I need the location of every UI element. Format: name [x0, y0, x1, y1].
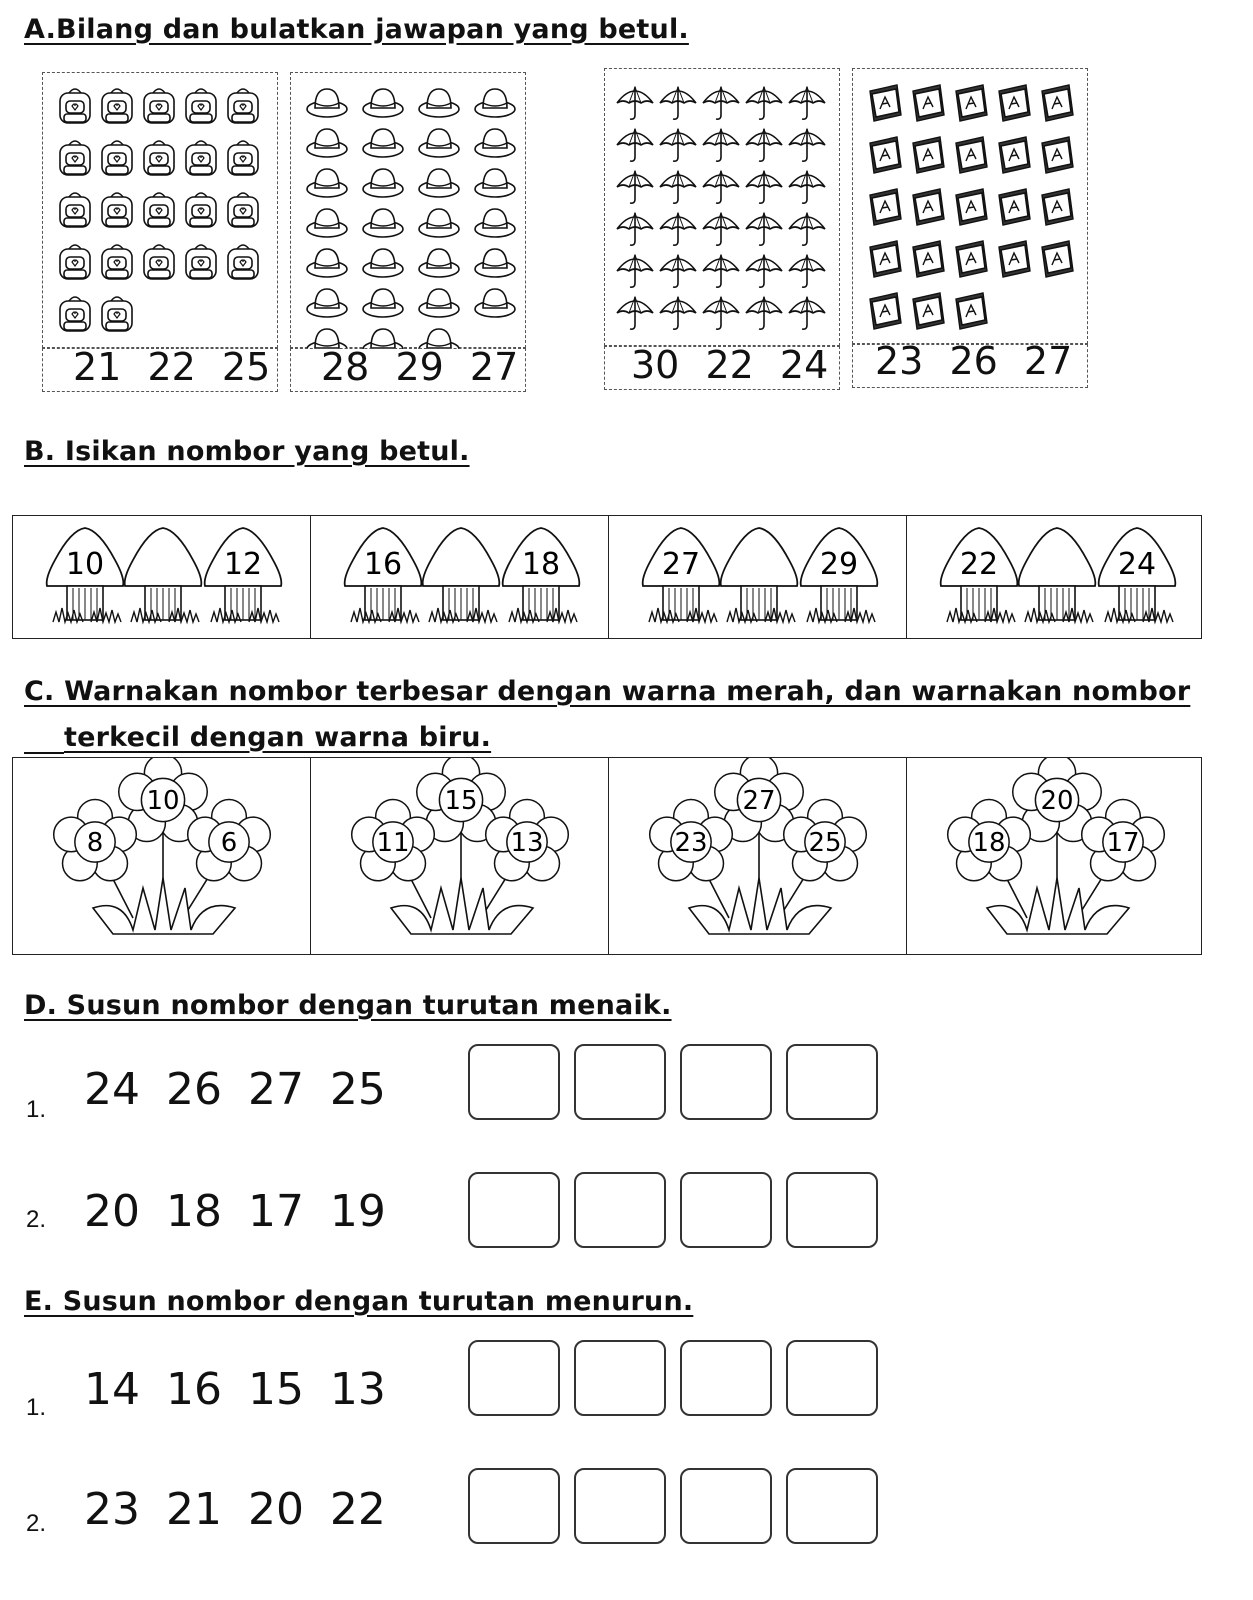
umbrella-icon	[789, 171, 825, 203]
flower-number[interactable]: 17	[1106, 828, 1140, 858]
mushroom-row	[12, 515, 1202, 639]
backpack-icons	[43, 73, 279, 349]
backpack-icon	[102, 141, 132, 175]
title-underline	[24, 752, 64, 754]
book-icon	[913, 293, 944, 329]
umbrella-icon	[617, 171, 653, 203]
backpack-icon	[186, 245, 216, 279]
umbrella-icon	[703, 297, 739, 329]
mushroom-number: 29	[819, 547, 859, 582]
umbrella-icon	[746, 129, 782, 161]
backpack-icon	[186, 141, 216, 175]
umbrella-icon	[660, 213, 696, 245]
hat-group	[290, 72, 526, 348]
answer-option[interactable]: 24	[779, 343, 829, 387]
question-number: 2.	[26, 1206, 47, 1233]
hat-icon	[475, 289, 515, 317]
question-number: 2.	[26, 1510, 47, 1537]
umbrella-icon	[660, 255, 696, 287]
section-c-title-line1: C. Warnakan nombor terbesar dengan warna merah, dan warnakan nombor	[24, 676, 1191, 707]
flower-number[interactable]: 15	[444, 786, 478, 816]
book-icon	[956, 85, 987, 121]
hat-options-box	[290, 345, 526, 392]
umbrella-options	[631, 343, 828, 387]
flower-bunch	[650, 758, 867, 934]
mushroom-set	[13, 516, 311, 638]
umbrella-icon	[746, 171, 782, 203]
backpack-icon	[102, 89, 132, 123]
hat-icon	[475, 89, 515, 117]
mushroom	[345, 528, 422, 622]
answer-box[interactable]	[574, 1044, 666, 1120]
flower-set	[609, 758, 907, 954]
hat-icon	[307, 169, 347, 197]
book-icon	[1042, 189, 1073, 225]
flower-number[interactable]: 13	[510, 828, 544, 858]
mushroom	[643, 528, 720, 622]
mushroom	[801, 528, 878, 622]
hat-icon	[475, 129, 515, 157]
answer-box[interactable]	[468, 1044, 560, 1120]
question-numbers: 14 16 15 13	[84, 1364, 386, 1415]
hat-icon	[363, 209, 403, 237]
answer-box[interactable]	[680, 1172, 772, 1248]
answer-box[interactable]	[468, 1468, 560, 1544]
backpack-icon	[144, 89, 174, 123]
umbrella-icon	[789, 87, 825, 119]
answer-option[interactable]: 21	[73, 345, 122, 389]
hat-icons	[291, 73, 527, 349]
hat-icon	[363, 169, 403, 197]
answer-option[interactable]: 22	[147, 345, 196, 389]
flower-set-svg	[907, 758, 1204, 953]
umbrella-icon	[660, 297, 696, 329]
book-icon	[870, 85, 901, 121]
mushroom-number: 16	[363, 547, 403, 582]
book-icon	[956, 241, 987, 277]
umbrella-group	[604, 68, 840, 346]
umbrella-icon	[789, 213, 825, 245]
umbrella-icon	[789, 255, 825, 287]
question-number: 1.	[26, 1394, 47, 1421]
answer-option[interactable]: 29	[395, 345, 444, 389]
hat-icon	[307, 89, 347, 117]
backpack-icon	[186, 193, 216, 227]
mushroom	[47, 528, 124, 622]
answer-box[interactable]	[574, 1172, 666, 1248]
mushroom-set	[907, 516, 1204, 638]
backpack-icon	[60, 193, 90, 227]
umbrella-icon	[617, 87, 653, 119]
question-number: 1.	[26, 1096, 47, 1123]
book-icon	[999, 137, 1030, 173]
hat-icon	[363, 249, 403, 277]
flower-number[interactable]: 8	[86, 828, 104, 858]
answer-option[interactable]: 23	[875, 339, 924, 383]
flower-bunch	[352, 758, 569, 934]
flower-set-svg	[609, 758, 906, 953]
mushroom-set	[609, 516, 907, 638]
mushroom-number: 12	[223, 547, 263, 582]
mushroom-set-svg	[609, 516, 906, 637]
mushroom[interactable]	[125, 528, 202, 622]
book-icons	[853, 69, 1089, 345]
backpack-icon	[186, 89, 216, 123]
hat-icon	[419, 209, 459, 237]
backpack-icon	[60, 297, 90, 331]
backpack-group	[42, 72, 278, 348]
umbrella-icon	[746, 87, 782, 119]
hat-icon	[307, 129, 347, 157]
mushroom-set-svg	[13, 516, 310, 637]
mushroom	[205, 528, 282, 622]
backpack-icon	[144, 193, 174, 227]
flower-row	[12, 757, 1202, 955]
answer-box[interactable]	[574, 1468, 666, 1544]
umbrella-icon	[746, 297, 782, 329]
flower-number[interactable]: 11	[376, 828, 410, 858]
flower-number[interactable]: 18	[972, 828, 1006, 858]
hat-icon	[307, 249, 347, 277]
answer-option[interactable]: 28	[321, 345, 370, 389]
mushroom-set-svg	[907, 516, 1204, 637]
umbrella-icon	[703, 255, 739, 287]
hat-icon	[419, 169, 459, 197]
backpack-icon	[60, 89, 90, 123]
answer-box[interactable]	[574, 1340, 666, 1416]
mushroom[interactable]	[721, 528, 798, 622]
book-icon	[1042, 137, 1073, 173]
section-b-title: B. Isikan nombor yang betul.	[24, 436, 470, 467]
hat-icon	[475, 169, 515, 197]
backpack-icon	[228, 245, 258, 279]
hat-icon	[475, 249, 515, 277]
backpack-options-box	[42, 345, 278, 392]
flower-number[interactable]: 6	[220, 828, 238, 858]
mushroom-number: 18	[521, 547, 561, 582]
hat-options	[321, 345, 518, 389]
answer-option[interactable]: 27	[1023, 339, 1073, 383]
flower-set	[13, 758, 311, 954]
book-group	[852, 68, 1088, 344]
mushroom	[1099, 528, 1176, 622]
book-icon	[956, 293, 987, 329]
question-numbers: 23 21 20 22	[84, 1484, 386, 1535]
answer-box[interactable]	[786, 1044, 878, 1120]
umbrella-icons	[605, 69, 841, 347]
mushroom[interactable]	[1019, 528, 1096, 622]
flower-set	[311, 758, 609, 954]
mushroom-number: 10	[65, 547, 105, 582]
book-icon	[870, 293, 901, 329]
answer-option[interactable]: 26	[949, 339, 998, 383]
book-icon	[870, 189, 901, 225]
hat-icon	[363, 89, 403, 117]
answer-option[interactable]: 25	[221, 345, 271, 389]
flower-bunch	[948, 758, 1165, 934]
book-icon	[913, 85, 944, 121]
book-icon	[956, 189, 987, 225]
mushroom	[941, 528, 1018, 622]
mushroom[interactable]	[423, 528, 500, 622]
flower-bunch	[54, 758, 271, 934]
answer-box[interactable]	[680, 1044, 772, 1120]
backpack-options	[73, 345, 270, 389]
umbrella-icon	[660, 171, 696, 203]
mushroom-number: 22	[959, 547, 999, 582]
umbrella-icon	[617, 213, 653, 245]
answer-box[interactable]	[786, 1468, 878, 1544]
section-c-title-line2: terkecil dengan warna biru.	[64, 722, 492, 753]
book-options	[875, 339, 1072, 383]
book-options-box	[852, 339, 1088, 388]
answer-box[interactable]	[680, 1340, 772, 1416]
hat-icon	[475, 209, 515, 237]
hat-icon	[419, 129, 459, 157]
answer-option[interactable]: 30	[631, 343, 680, 387]
flower-set-svg	[311, 758, 608, 953]
book-icon	[1042, 85, 1073, 121]
umbrella-icon	[789, 129, 825, 161]
book-icon	[913, 137, 944, 173]
mushroom	[503, 528, 580, 622]
backpack-icon	[144, 141, 174, 175]
hat-icon	[419, 249, 459, 277]
book-icon	[913, 241, 944, 277]
flower-number[interactable]: 25	[808, 828, 842, 858]
umbrella-options-box	[604, 343, 840, 390]
answer-box[interactable]	[680, 1468, 772, 1544]
section-a-title: A.Bilang dan bulatkan jawapan yang betul.	[24, 14, 689, 45]
umbrella-icon	[746, 255, 782, 287]
backpack-icon	[228, 141, 258, 175]
backpack-icon	[102, 297, 132, 331]
mushroom-number: 27	[661, 547, 701, 582]
book-icon	[999, 85, 1030, 121]
mushroom-set	[311, 516, 609, 638]
hat-icon	[307, 209, 347, 237]
hat-icon	[419, 289, 459, 317]
umbrella-icon	[703, 213, 739, 245]
backpack-icon	[228, 193, 258, 227]
umbrella-icon	[703, 171, 739, 203]
answer-option[interactable]: 22	[705, 343, 754, 387]
hat-icon	[363, 289, 403, 317]
flower-number[interactable]: 20	[1040, 786, 1074, 816]
book-icon	[870, 137, 901, 173]
answer-box[interactable]	[468, 1172, 560, 1248]
flower-number[interactable]: 27	[742, 786, 776, 816]
section-d-title: D. Susun nombor dengan turutan menaik.	[24, 990, 672, 1021]
flower-number[interactable]: 10	[146, 786, 180, 816]
hat-icon	[363, 129, 403, 157]
backpack-icon	[102, 245, 132, 279]
umbrella-icon	[789, 297, 825, 329]
umbrella-icon	[703, 129, 739, 161]
answer-box[interactable]	[786, 1340, 878, 1416]
umbrella-icon	[660, 129, 696, 161]
backpack-icon	[228, 89, 258, 123]
book-icon	[999, 241, 1030, 277]
backpack-icon	[144, 245, 174, 279]
backpack-icon	[60, 141, 90, 175]
book-icon	[956, 137, 987, 173]
answer-box[interactable]	[786, 1172, 878, 1248]
mushroom-set-svg	[311, 516, 608, 637]
backpack-icon	[60, 245, 90, 279]
book-icon	[999, 189, 1030, 225]
umbrella-icon	[617, 129, 653, 161]
umbrella-icon	[746, 213, 782, 245]
umbrella-icon	[617, 297, 653, 329]
book-icon	[870, 241, 901, 277]
backpack-icon	[102, 193, 132, 227]
hat-icon	[419, 89, 459, 117]
umbrella-icon	[617, 255, 653, 287]
mushroom-number: 24	[1117, 547, 1157, 582]
hat-icon	[307, 289, 347, 317]
book-icon	[1042, 241, 1073, 277]
flower-set	[907, 758, 1204, 954]
section-e-title: E. Susun nombor dengan turutan menurun.	[24, 1286, 694, 1317]
flower-set-svg	[13, 758, 310, 953]
question-numbers: 24 26 27 25	[84, 1064, 386, 1115]
answer-option[interactable]: 27	[469, 345, 519, 389]
umbrella-icon	[703, 87, 739, 119]
book-icon	[913, 189, 944, 225]
flower-number[interactable]: 23	[674, 828, 708, 858]
umbrella-icon	[660, 87, 696, 119]
question-numbers: 20 18 17 19	[84, 1186, 386, 1237]
answer-box[interactable]	[468, 1340, 560, 1416]
